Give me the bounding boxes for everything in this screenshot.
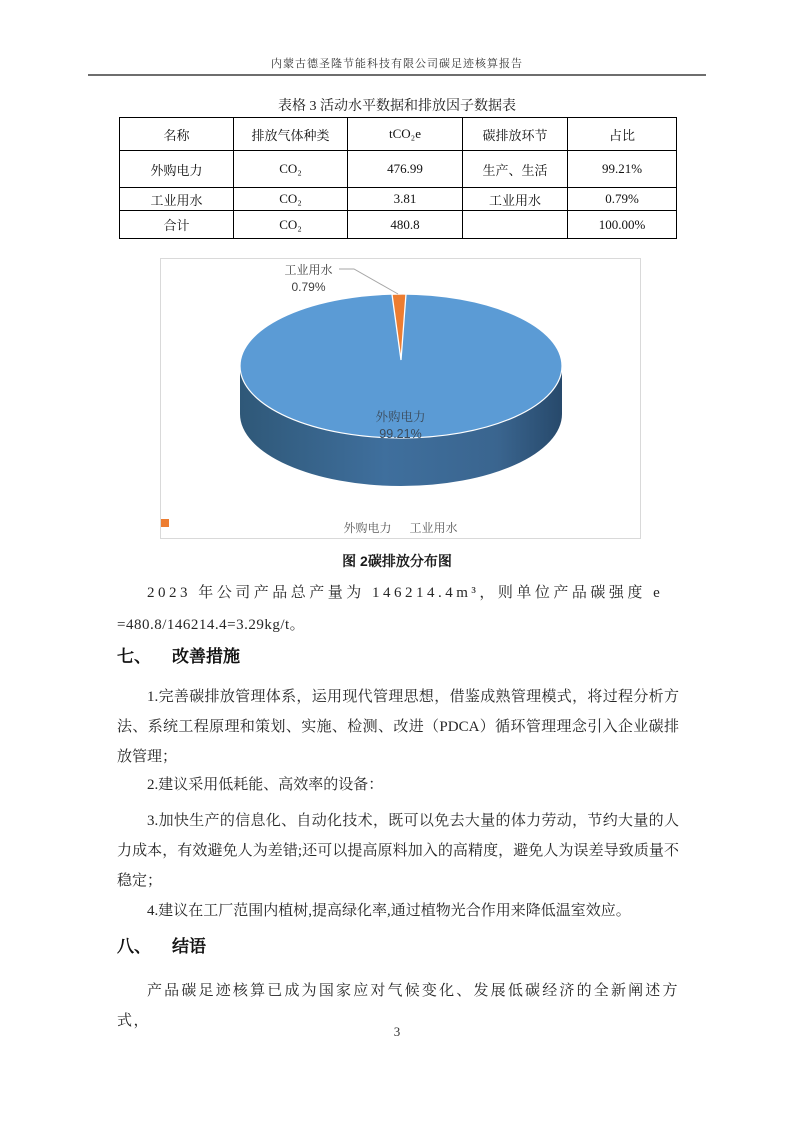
section-8-title: 结语 xyxy=(172,937,206,956)
table-cell: 99.21% xyxy=(568,151,677,188)
table-title: 表格 3 活动水平数据和排放因子数据表 xyxy=(278,99,516,114)
improvement-item-3: 3.加快生产的信息化、自动化技术，既可以免去大量的体力劳动，节约大量的人力成本，有效避免人为差错;还可以提高原料加入的高精度，避免人为误差导致质量不稳定； xyxy=(117,813,679,889)
table-cell: 生产、生活 xyxy=(463,151,568,188)
legend-item-water xyxy=(410,519,458,536)
improvement-item-1: 1.完善碳排放管理体系，运用现代管理思想，借鉴成熟管理模式，将过程分析方法、系统工程原理和策划、实施、检测、改进（PDCA）循环管理理念引入企业碳排放管理； xyxy=(117,689,679,765)
table-cell: CO₂ xyxy=(234,151,348,188)
legend-swatch-orange-icon xyxy=(161,519,169,527)
legend-label: 外购电力 xyxy=(343,521,392,535)
pie-label-electricity-name: 外购电力 xyxy=(375,410,426,424)
table-cell: 476.99 xyxy=(348,151,463,188)
section-7-heading xyxy=(117,642,679,667)
emission-data-table xyxy=(119,117,677,239)
table-row xyxy=(120,211,677,239)
table-cell: CO₂ xyxy=(234,211,348,239)
improvement-item-4: 4.建议在工厂范围内植树,提高绿化率,通过植物光合作用来降低温室效应。 xyxy=(147,903,631,919)
section-7-title: 改善措施 xyxy=(172,647,240,666)
chart-legend xyxy=(161,519,640,536)
pie-label-electricity-pct: 99.21% xyxy=(379,427,422,441)
pie-chart-canvas xyxy=(161,259,642,540)
table-cell: 合计 xyxy=(120,211,234,239)
improvement-item-2: 2.建议采用低耗能、高效率的设备： xyxy=(147,777,384,793)
intro-paragraph-line1: 2023 年公司产品总产量为 146214.4m³，则单位产品碳强度 e xyxy=(147,585,664,601)
table-cell: 工业用水 xyxy=(463,188,568,211)
table-header-cell: tCO₂e xyxy=(348,118,463,151)
legend-label: 工业用水 xyxy=(409,521,458,535)
table-cell: 480.8 xyxy=(348,211,463,239)
table-cell: CO₂ xyxy=(234,188,348,211)
section-8-number: 八、 xyxy=(117,937,151,956)
intro-paragraph-line2: =480.8/146214.4=3.29kg/t。 xyxy=(117,617,306,633)
table-cell: 3.81 xyxy=(348,188,463,211)
table-row xyxy=(120,151,677,188)
section-7-number: 七、 xyxy=(117,647,151,666)
table-header-cell: 名称 xyxy=(120,118,234,151)
table-header-cell: 碳排放环节 xyxy=(463,118,568,151)
legend-item-electricity xyxy=(343,519,391,536)
section-8-heading xyxy=(117,932,679,957)
figure-caption: 图 2碳排放分布图 xyxy=(342,553,452,569)
table-header-cell: 排放气体种类 xyxy=(234,118,348,151)
table-cell: 100.00% xyxy=(568,211,677,239)
table-cell xyxy=(463,211,568,239)
table-header-row xyxy=(120,118,677,151)
document-header-title: 内蒙古德圣隆节能科技有限公司碳足迹核算报告 xyxy=(271,58,523,70)
conclusion-paragraph: 产品碳足迹核算已成为国家应对气候变化、发展低碳经济的全新阐述方式， xyxy=(117,983,679,1029)
pie-label-electricity xyxy=(161,409,640,443)
table-header-cell: 占比 xyxy=(568,118,677,151)
table-row xyxy=(120,188,677,211)
pie-chart xyxy=(160,258,641,539)
table-cell: 外购电力 xyxy=(120,151,234,188)
table-cell: 工业用水 xyxy=(120,188,234,211)
page-number: 3 xyxy=(393,1024,401,1039)
pie-label-water-name: 工业用水 xyxy=(284,263,333,277)
pie-label-water-pct: 0.79% xyxy=(291,280,326,294)
pie-label-water xyxy=(256,262,361,296)
table-cell: 0.79% xyxy=(568,188,677,211)
header-rule xyxy=(88,74,706,76)
